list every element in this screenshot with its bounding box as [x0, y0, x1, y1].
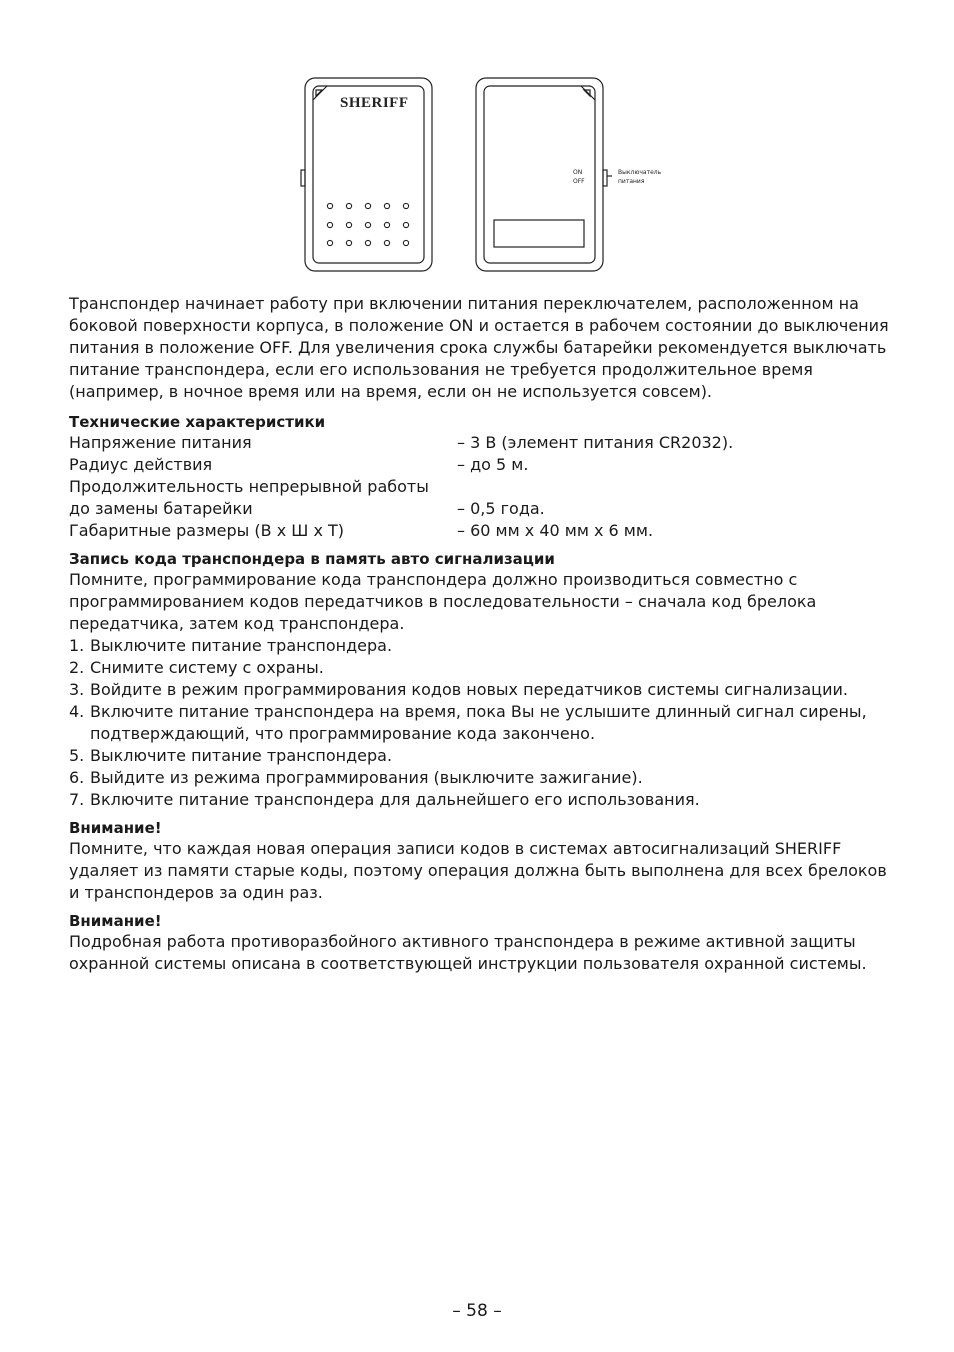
specs-heading: Технические характеристики: [69, 413, 326, 431]
document-body: [69, 293, 889, 975]
led-dot: [365, 203, 370, 208]
spec-row: Габаритные размеры (В х Ш х Т) – 60 мм х 40 мм х 6 мм.: [69, 521, 654, 540]
off-label: OFF: [573, 178, 585, 185]
led-dot: [384, 222, 389, 227]
led-dot: [403, 222, 408, 227]
spec-row: Продолжительность непрерывной работы: [69, 477, 429, 496]
switch-label-line1: Выключатель: [618, 169, 662, 176]
led-dot: [365, 222, 370, 227]
led-dot: [346, 240, 351, 245]
list-item: 6. Выйдите из режима программирования (выключите зажигание).: [69, 768, 643, 787]
switch-label-line2: питания: [618, 178, 645, 185]
led-dot: [327, 240, 332, 245]
transponder-drawing: [0, 0, 954, 290]
page-number: – 58 –: [452, 1301, 502, 1321]
led-dot: [403, 240, 408, 245]
back-side-switch: [603, 170, 607, 186]
led-dot: [403, 203, 408, 208]
specs-table: [69, 432, 889, 542]
led-dot: [384, 240, 389, 245]
on-label: ON: [573, 169, 583, 176]
led-dot: [346, 222, 351, 227]
list-item: 7. Включите питание транспондера для дальнейшего его использования.: [69, 790, 700, 809]
list-item: 1. Выключите питание транспондера.: [69, 636, 393, 655]
warning2-paragraph: Подробная работа противоразбойного активного транспондера в режиме активной защиты охранной системы описана в соответствующей инструкции пользователя охранной системы.: [69, 932, 867, 973]
warning1-heading: Внимание!: [69, 819, 162, 837]
list-item: 3. Войдите в режим программирования кодов новых передатчиков системы сигнализации.: [69, 680, 848, 699]
led-dot: [327, 203, 332, 208]
transponder-figure: [0, 0, 954, 290]
warning2-heading: Внимание!: [69, 912, 162, 930]
spec-row: до замены батарейки – 0,5 года.: [69, 499, 545, 518]
led-dot: [346, 203, 351, 208]
list-item: 5. Выключите питание транспондера.: [69, 746, 393, 765]
intro-paragraph: Транспондер начинает работу при включении питания переключателем, расположенном на боковой поверхности корпуса, в положение ON и остается в рабочем состоянии до выключения питания в положение OFF. Для увеличения срока службы батарейки рекомендуется выключать питание транспондера, если его использования не требуется продолжительное время (например, в ночное время или на время, если он не используется совсем).: [69, 294, 889, 401]
list-item: 2. Снимите систему с охраны.: [69, 658, 324, 677]
programming-paragraph: Помните, программирование кода транспондера должно производиться совместно с программированием кодов передатчиков в последовательности – сначала код брелока передатчика, затем код транспондера.: [69, 570, 817, 633]
spec-row: Напряжение питания – 3 В (элемент питания CR2032).: [69, 433, 734, 452]
spec-row: Радиус действия – до 5 м.: [69, 455, 529, 474]
sheriff-logo: SHERIFF: [340, 95, 409, 111]
battery-cover: [494, 220, 584, 247]
led-dot: [384, 203, 389, 208]
led-dot: [327, 222, 332, 227]
led-grid: [327, 203, 408, 245]
programming-steps: [69, 635, 889, 811]
warning1-paragraph: Помните, что каждая новая операция записи кодов в системах автосигнализаций SHERIFF удаляет из памяти старые коды, поэтому операция должна быть выполнена для всех брелоков и транспондеров за один раз.: [69, 839, 887, 902]
front-case-inner: [313, 86, 424, 263]
list-item: 4. Включите питание транспондера на время, пока Вы не услышите длинный сигнал сирены, подтверждающий, что программирование кода закончено.: [69, 702, 867, 743]
led-dot: [365, 240, 370, 245]
programming-heading: Запись кода транспондера в память авто сигнализации: [69, 550, 555, 568]
